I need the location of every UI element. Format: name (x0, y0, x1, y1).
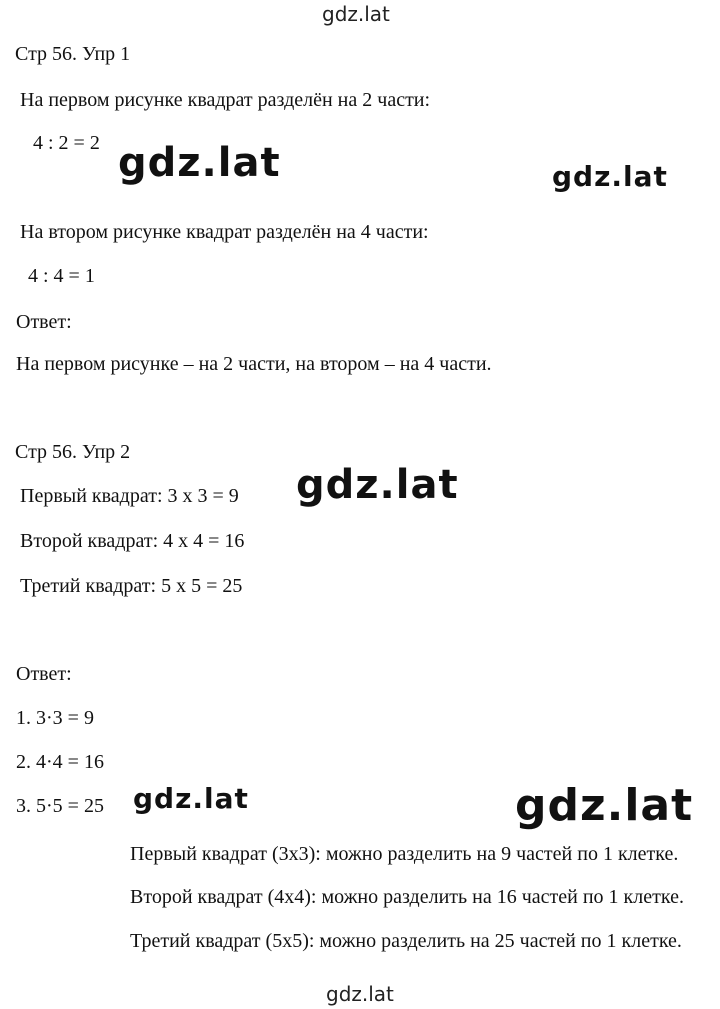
exercise-2-square-3: Третий квадрат: 5 х 5 = 25 (20, 575, 243, 597)
watermark-top: gdz.lat (322, 2, 390, 26)
watermark-logo: gdz.lat (515, 780, 694, 831)
exercise-1-equation-2: 4 : 4 = 1 (28, 265, 95, 287)
exercise-2-heading: Стр 56. Упр 2 (15, 441, 131, 463)
watermark-logo: gdz.lat (118, 140, 281, 186)
exercise-1-equation-1: 4 : 2 = 2 (33, 132, 100, 154)
exercise-1-answer: На первом рисунке – на 2 части, на втором – на 4 части. (16, 353, 492, 375)
exercise-2-answer-3: 3. 5·5 = 25 (16, 795, 104, 817)
watermark-logo: gdz.lat (296, 462, 459, 508)
exercise-2-square-2: Второй квадрат: 4 х 4 = 16 (20, 530, 245, 552)
exercise-1-heading: Стр 56. Упр 1 (15, 43, 131, 65)
watermark-bottom: gdz.lat (326, 982, 394, 1006)
watermark-logo: gdz.lat (133, 782, 249, 815)
exercise-1-answer-label: Ответ: (16, 311, 72, 333)
exercise-2-detail-3: Третий квадрат (5х5): можно разделить на 25 частей по 1 клетке. (130, 930, 682, 952)
exercise-2-answer-2: 2. 4·4 = 16 (16, 751, 104, 773)
exercise-2-answer-label: Ответ: (16, 663, 72, 685)
exercise-2-square-1: Первый квадрат: 3 х 3 = 9 (20, 485, 239, 507)
exercise-1-line-2: На втором рисунке квадрат разделён на 4 части: (20, 221, 429, 243)
exercise-1-line-1: На первом рисунке квадрат разделён на 2 части: (20, 89, 431, 111)
exercise-2-detail-2: Второй квадрат (4х4): можно разделить на 16 частей по 1 клетке. (130, 886, 684, 908)
watermark-logo: gdz.lat (552, 160, 668, 193)
exercise-2-detail-1: Первый квадрат (3х3): можно разделить на 9 частей по 1 клетке. (130, 843, 679, 865)
exercise-2-answer-1: 1. 3·3 = 9 (16, 707, 94, 729)
